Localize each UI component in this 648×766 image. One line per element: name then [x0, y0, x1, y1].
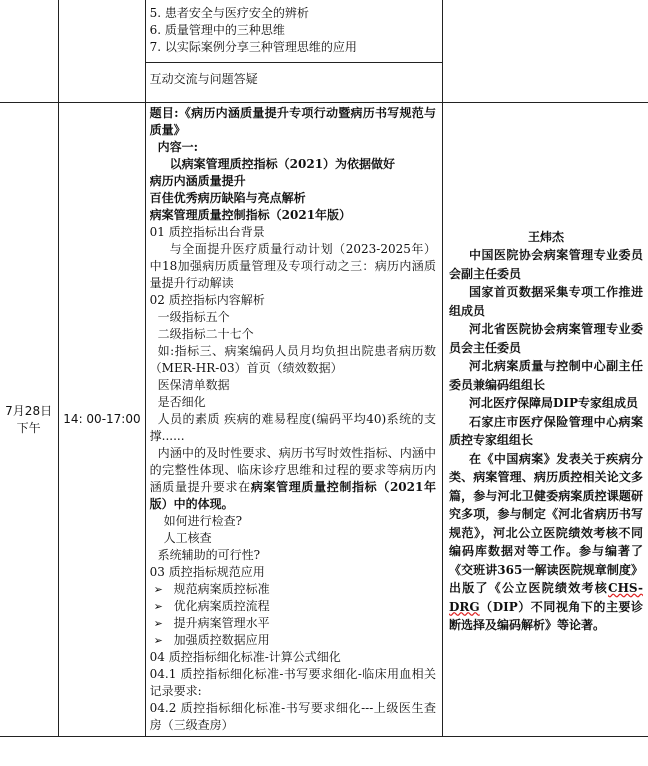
item-text: 如:指标三、病案编码人员月均负担出院患者病历数（MER-HR-03）首页（绩效数据）	[149, 344, 437, 375]
session-title: 题目:《病历内涵质量提升专项行动暨病历书写规范与质量》	[149, 106, 437, 137]
bold-heading: 以病案管理质控指标（2021）为依据做好	[169, 157, 396, 171]
content-cell	[145, 103, 442, 737]
speaker-bio: 在《中国病案》发表关于疾病分类、病案管理、病历质控相关论文多篇，参与河北卫健委病案质控课题研究多项，参与制定《河北省病历书写规范》，河北公立医院绩效考核不同编码库数据对等工作。参与编著了《交班讲365一解读医院规章制度》出版了《公立医院绩效考核CHS-DRG（DIP）不同视角下的主要诊断选择及编码解析》等论著。	[449, 451, 643, 632]
time-cell-empty	[59, 0, 145, 103]
date-cell-empty	[0, 0, 59, 103]
time-cell	[59, 103, 145, 737]
arrow-bullet-icon: ➢	[153, 617, 163, 630]
speaker-cell	[443, 103, 648, 737]
section-heading: 04.2 质控指标细化标准-书写要求细化---上级医生查房（三级查房）	[149, 701, 437, 732]
item-text: 医保清单数据	[157, 378, 230, 392]
item-text: 如何进行检查?	[163, 514, 243, 528]
content-label: 内容一:	[157, 140, 199, 154]
bold-heading: 病历内涵质量提升	[149, 174, 246, 188]
bold-heading: 病案管理质量控制指标（2021年版）	[149, 208, 352, 222]
topics-cell	[145, 0, 442, 63]
speaker-title: 河北病案质量与控制中心副主任委员兼编码组组长	[449, 359, 643, 392]
item-text: 一级指标五个	[157, 310, 230, 324]
speaker-title: 国家首页数据采集专项工作推进组成员	[449, 285, 643, 318]
period-text: 下午	[16, 420, 41, 435]
date-text: 7月28日	[5, 403, 53, 418]
bold-heading: 百佳优秀病历缺陷与亮点解析	[149, 191, 306, 205]
bullet-item: ➢ 规范病案质控标准	[153, 582, 270, 596]
item-text: 人工核查	[163, 531, 212, 545]
arrow-bullet-icon: ➢	[153, 600, 163, 613]
bullet-item: ➢ 加强质控数据应用	[153, 633, 270, 647]
item-text: 人员的素质 疾病的难易程度(编码平均40)系统的支撑......	[149, 412, 437, 443]
speaker-title: 河北医疗保障局DIP专家组成员	[469, 396, 639, 410]
item-text: 系统辅助的可行性?	[157, 548, 261, 562]
interaction-cell	[145, 63, 442, 103]
interaction-text: 互动交流与问题答疑	[149, 72, 258, 86]
topic-item: 6. 质量管理中的三种思维	[149, 23, 285, 37]
bullet-item: ➢ 优化病案质控流程	[153, 599, 270, 613]
speaker-name: 王炜杰	[528, 230, 565, 244]
item-text: 是否细化	[157, 395, 206, 409]
arrow-bullet-icon: ➢	[153, 583, 163, 596]
speaker-title: 中国医院协会病案管理专业委员会副主任委员	[449, 248, 643, 281]
section-heading: 01 质控指标出台背景	[149, 225, 265, 239]
connotation-bold: 病案管理质量控制指标（2021年版）中的体现。	[149, 480, 437, 511]
item-text: 二级指标二十七个	[157, 327, 254, 341]
date-cell	[0, 103, 59, 737]
bullet-item: ➢ 提升病案管理水平	[153, 616, 270, 630]
topic-item: 7. 以实际案例分享三种管理思维的应用	[149, 40, 357, 54]
connotation-paragraph	[150, 445, 436, 513]
connotation-plain: 内涵中的及时性要求、病历书写时效性指标、内涵中的完整性体现、临床诊疗思维和过程的要求等病历内涵质量提升要求在	[149, 446, 437, 494]
arrow-bullet-icon: ➢	[153, 634, 163, 647]
session-row	[0, 103, 648, 737]
topic-item: 5. 患者安全与医疗安全的辨析	[149, 6, 309, 20]
speaker-cell-empty	[443, 0, 648, 103]
section-heading: 04 质控指标细化标准-计算公式细化	[149, 650, 341, 664]
section-heading: 03 质控指标规范应用	[149, 565, 265, 579]
wavy-underlined-text: CHS-DRG	[449, 581, 643, 614]
section-text: 与全面提升医疗质量行动计划（2023-2025年）中18加强病历质量管理及专项行动之三：病历内涵质量提升行动解读	[149, 242, 437, 290]
time-text: 14: 00-17:00	[63, 412, 141, 426]
continued-row	[0, 0, 648, 63]
speaker-title: 河北省医院协会病案管理专业委员会主任委员	[449, 322, 643, 355]
section-heading: 02 质控指标内容解析	[149, 293, 265, 307]
section-heading: 04.1 质控指标细化标准-书写要求细化-临床用血相关记录要求:	[149, 667, 437, 698]
speaker-title: 石家庄市医疗保险管理中心病案质控专家组组长	[449, 414, 643, 447]
